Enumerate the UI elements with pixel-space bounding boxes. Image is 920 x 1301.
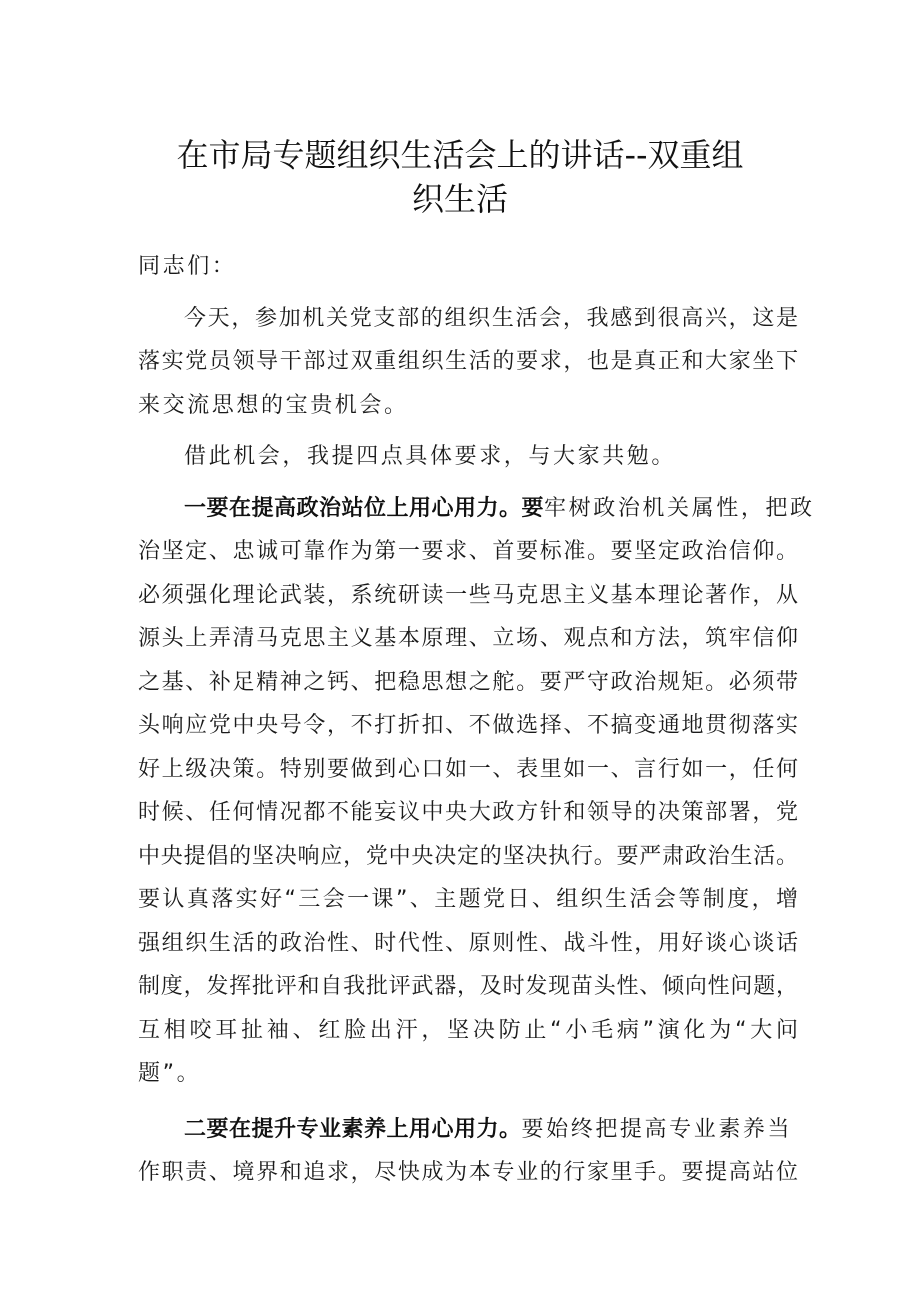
point-2-paragraph	[138, 1108, 798, 1195]
salutation: 同志们：	[138, 254, 237, 279]
intro-paragraph	[138, 297, 798, 428]
paragraph-line: 要认真落实好“三会一课”、主题党日、组织生活会等制度，增	[138, 887, 798, 912]
paragraph-line: 来交流思想的宝贵机会。	[138, 392, 409, 418]
paragraph-line: 今天，参加机关党支部的组织生活会，我感到很高兴，这是	[184, 305, 798, 331]
point-1-paragraph	[138, 487, 815, 1096]
paragraph-line: 强组织生活的政治性、时代性、原则性、战斗性，用好谈心谈话	[138, 930, 798, 956]
point-1-heading: 一要在提高政治站位上用心用力。要	[184, 495, 545, 521]
paragraph-line: 治坚定、忠诚可靠作为第一要求、首要标准。要坚定政治信仰。	[138, 539, 798, 564]
paragraph-line: 之基、补足精神之钙、把稳思想之舵。要严守政治规矩。必须带	[138, 669, 798, 695]
paragraph-line: 制度，发挥批评和自我批评武器，及时发现苗头性、倾向性问题，	[138, 974, 798, 999]
title-line: 在市局专题组织生活会上的讲话--双重组	[176, 136, 744, 175]
title-line: 织生活	[411, 180, 508, 219]
paragraph-line: 中央提倡的坚决响应，党中央决定的坚决执行。要严肃政治生活。	[138, 843, 798, 869]
paragraph-line: 落实党员领导干部过双重组织生活的要求，也是真正和大家坐下	[138, 349, 798, 374]
paragraph-line: 好上级决策。特别要做到心口如一、表里如一、言行如一，任何	[138, 756, 798, 782]
paragraph-line: 必须强化理论武装，系统研读一些马克思主义基本理论著作，从	[138, 582, 798, 608]
transition-paragraph: 借此机会，我提四点具体要求，与大家共勉。	[184, 444, 677, 469]
paragraph-line: 头响应党中央号令，不打折扣、不做选择、不搞变通地贯彻落实	[138, 713, 798, 738]
paragraph-line: 源头上弄清马克思主义基本原理、立场、观点和方法，筑牢信仰	[138, 626, 798, 651]
point-2-heading: 二要在提升专业素养上用心用力。	[184, 1116, 522, 1142]
point-1-first-line-text: 牢树政治机关属性，把政	[544, 495, 815, 521]
document-body	[138, 245, 815, 1195]
paragraph-line	[138, 487, 815, 531]
paragraph-line: 作职责、境界和追求，尽快成为本专业的行家里手。要提高站位	[138, 1160, 798, 1185]
paragraph-line: 互相咬耳扯袖、红脸出汗，坚决防止“小毛病”演化为“大问	[138, 1017, 798, 1043]
paragraph-line	[138, 1108, 798, 1152]
paragraph-line: 题”。	[138, 1061, 202, 1086]
point-2-first-line-text: 要始终把提高专业素养当	[521, 1116, 793, 1142]
document-title	[120, 133, 800, 221]
paragraph-line: 时候、任何情况都不能妄议中央大政方针和领导的决策部署，党	[138, 800, 798, 825]
